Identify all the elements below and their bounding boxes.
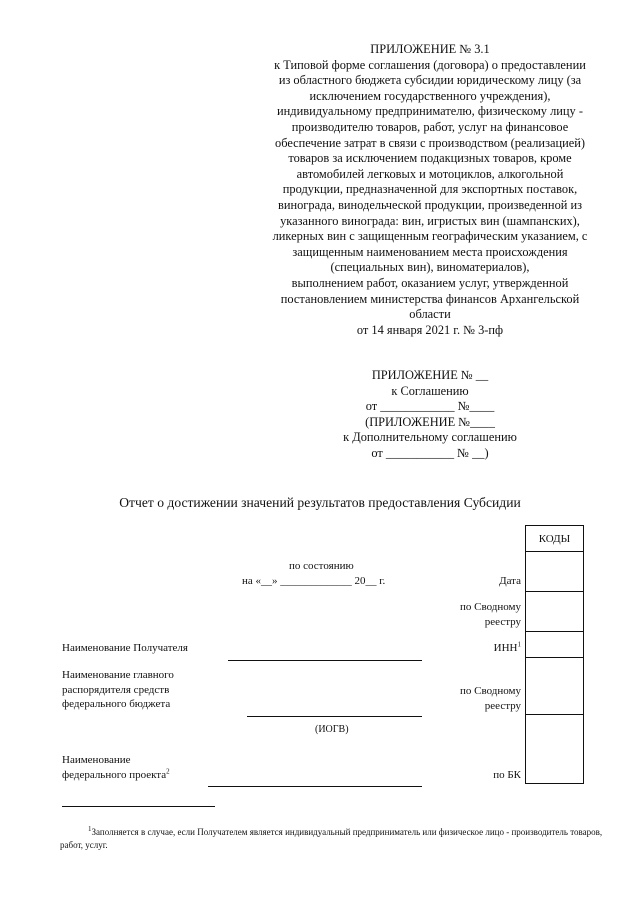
appendix-header-line: автомобилей легковых и мотоциклов, алкогольной [296,166,564,181]
federal-project-line[interactable] [208,786,422,787]
row-label-inn: ИНН$^1$ [493,640,521,654]
appendix-header-line: обеспечение затрат в связи с производством (реализацией) [275,135,585,150]
federal-project-label: Наименование федерального проекта$^2$ [62,754,170,781]
recipient-name-line[interactable] [228,660,422,661]
row-label-registry-1: по Сводному реестру [459,601,521,628]
footnote-mark-1: 1 [517,640,521,649]
code-cell-registry-1[interactable] [526,592,584,632]
appendix-header-line: указанного винограда: вин, игристых вин (шампанских), [280,213,580,228]
recipient-name-label: Наименование Получателя [62,642,188,654]
agreement-header-line: ПРИЛОЖЕНИЕ № __ [371,368,489,382]
as-of-label: по состоянию [289,560,354,572]
appendix-header [250,42,610,338]
appendix-header-line: области [409,307,451,322]
appendix-header-line: ликерных вин с защищенным географическим указанием, с [272,229,588,244]
appendix-header-line: производителю товаров, работ, услуг на финансовое [291,119,569,134]
appendix-header-line: постановлением министерства финансов Архангельской [280,291,580,306]
appendix-header-line: (специальных вин), виноматериалов), [330,260,530,275]
code-cell-bk[interactable] [526,715,584,784]
appendix-header-line: индивидуальному предпринимателю, физическому лицу - [277,104,583,119]
report-title: Отчет о достижении значений результатов предоставления Субсидии [119,495,521,510]
row-label-bk: по БК [493,769,521,781]
appendix-header-line: товаров за исключением подакцизных товаров, кроме [288,151,572,166]
appendix-header-line: защищенным наименованием места происхождения [292,244,568,259]
iogv-caption: (ИОГВ) [315,724,349,735]
code-cell-date[interactable] [526,552,584,592]
codes-table [525,525,584,784]
agreement-header-line: к Дополнительному соглашению [343,430,517,445]
appendix-header-line: продукции, предназначенной для экспортных поставок, [282,182,578,197]
agreement-header-line: от ___________ № __) [371,445,489,460]
chief-administrator-label: Наименование главного распорядителя средств федерального бюджета [62,669,174,710]
row-label-date: Дата [499,575,521,587]
report-date-line: на «__» _____________ 20__ г. [242,575,386,587]
appendix-header-line: от 14 января 2021 г. № 3-пф [356,322,504,337]
appendix-header-line: к Типовой форме соглашения (договора) о предоставлении [274,57,586,72]
agreement-header-line: от ____________ №____ [365,399,495,414]
chief-administrator-line[interactable] [247,716,422,717]
footnote: $^1$Заполняется в случае, если Получателем является индивидуальный предприниматель или физическое лицо - производитель товаров, работ, услуг. [60,825,603,850]
agreement-header-line: к Соглашению [391,383,469,398]
footnote-separator [62,806,215,807]
code-cell-registry-2[interactable] [526,658,584,715]
appendix-header-line: выполнением работ, оказанием услуг, утвержденной [291,275,569,290]
agreement-header-line: (ПРИЛОЖЕНИЕ №____ [365,414,495,429]
appendix-header-line: исключением государственного учреждения), [309,88,551,103]
agreement-header [300,368,560,462]
row-label-registry-2: по Сводному реестру [459,685,521,712]
code-cell-inn[interactable] [526,632,584,658]
appendix-header-line: винограда, винодельческой продукции, произведенной из [277,197,583,212]
appendix-header-line: ПРИЛОЖЕНИЕ № 3.1 [370,42,490,56]
appendix-header-line: из областного бюджета субсидии юридическому лицу (за [278,73,582,88]
footnote-mark-2: 2 [166,766,170,775]
codes-header: КОДЫ [526,526,584,552]
